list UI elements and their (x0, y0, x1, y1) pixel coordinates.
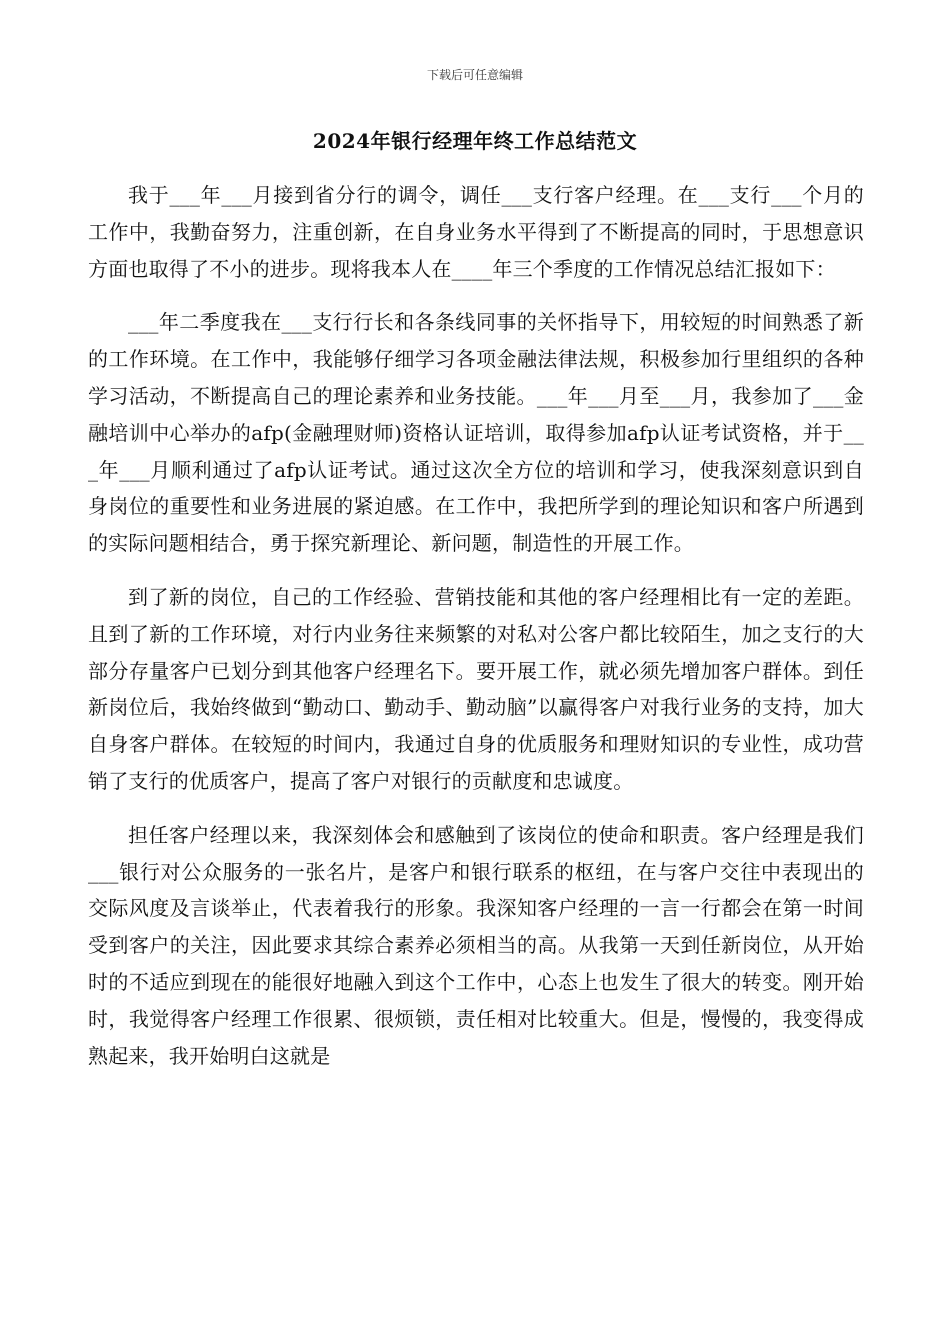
document-body (88, 177, 864, 1091)
paragraph-4: 担任客户经理以来，我深刻体会和感触到了该岗位的使命和职责。客户经理是我们___银行对公众服务的一张名片，是客户和银行联系的枢纽，在与客户交往中表现出的交际风度及言谈举止，代表着我行的形象。我深知客户经理的一言一行都会在第一时间受到客户的关注，因此要求其综合素养必须相当的高。从我第一天到任新岗位，从开始时的不适应到现在的能很好地融入到这个工作中，心态上也发生了很大的转变。刚开始时，我觉得客户经理工作很累、很烦锁，责任相对比较重大。但是，慢慢的，我变得成熟起来，我开始明白这就是 (88, 822, 864, 1068)
paragraph-3: 到了新的岗位，自己的工作经验、营销技能和其他的客户经理相比有一定的差距。且到了新的工作环境，对行内业务往来频繁的对私对公客户都比较陌生，加之支行的大部分存量客户已划分到其他客户经理名下。要开展工作，就必须先增加客户群体。到任新岗位后，我始终做到“勤动口、勤动手、勤动脑”以赢得客户对我行业务的支持，加大自身客户群体。在较短的时间内，我通过自身的优质服务和理财知识的专业性，成功营销了支行的优质客户，提高了客户对银行的贡献度和忠诚度。 (88, 584, 864, 793)
paragraph-2: ___年二季度我在___支行行长和各条线同事的关怀指导下，用较短的时间熟悉了新的工作环境。在工作中，我能够仔细学习各项金融法律法规，积极参加行里组织的各种学习活动，不断提高自己的理论素养和业务技能。___年___月至___月，我参加了___金融培训中心举办的afp(金融理财师)资格认证培训，取得参加afp认证考试资格，并于___年___月顺利通过了afp认证考试。通过这次全方位的培训和学习，使我深刻意识到自身岗位的重要性和业务进展的紧迫感。在工作中，我把所学到的理论知识和客户所遇到的实际问题相结合，勇于探究新理论、新问题，制造性的开展工作。 (88, 310, 864, 556)
paragraph-1: 我于___年___月接到省分行的调令，调任___支行客户经理。在___支行___个月的工作中，我勤奋努力，注重创新，在自身业务水平得到了不断提高的同时，于思想意识方面也取得了不小的进步。现将我本人在____年三个季度的工作情况总结汇报如下： (88, 183, 864, 281)
header-note: 下载后可任意编辑 (426, 68, 523, 82)
document-title: 2024年银行经理年终工作总结范文 (312, 129, 638, 153)
